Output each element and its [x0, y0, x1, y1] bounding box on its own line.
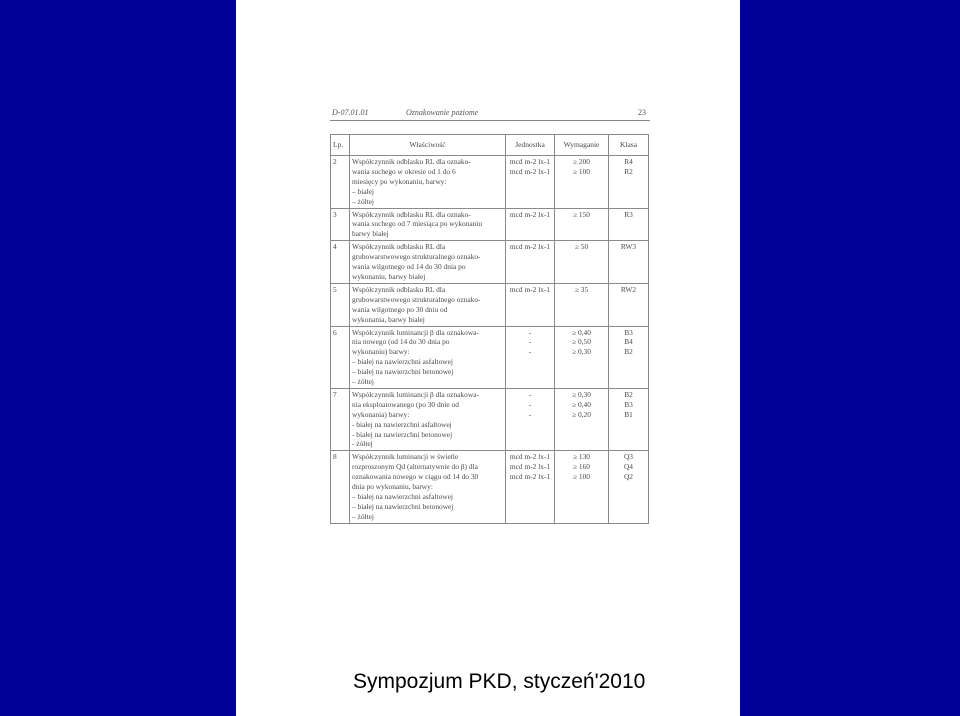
unit-value: mcd m-2 lx-1: [509, 284, 551, 294]
table-row: [331, 283, 649, 326]
property-line: – białej: [352, 186, 374, 196]
cell-unit: [506, 241, 555, 284]
unit-value: mcd m-2 lx-1: [509, 462, 551, 472]
table-row: [331, 156, 649, 209]
property-line: wania suchego w okresie od 1 do 6: [352, 166, 456, 176]
property-line: wania suchego od 7 miesiąca po wykonaniu: [352, 219, 483, 229]
property-line: - białej na nawierzchni asfaltowej: [352, 419, 452, 429]
cell-class: [609, 451, 649, 523]
property-line: nia nowego (od 14 do 30 dnia po: [352, 337, 450, 347]
property-line: wania wilgotnego od 14 do 30 dnia po: [352, 262, 466, 272]
property-line: – białej na nawierzchni betonowej: [352, 367, 454, 377]
cell-unit: [506, 208, 555, 241]
requirement-value: ≥ 0,30: [572, 347, 591, 357]
property-line: - białej na nawierzchni betonowej: [352, 429, 453, 439]
table-row: [331, 241, 649, 284]
unit-value: -: [528, 399, 532, 409]
property-line: grubowarstwowego strukturalnego oznako-: [352, 252, 481, 262]
property-line: - żółtej: [352, 439, 373, 449]
requirement-value: ≥ 160: [573, 462, 590, 472]
cell-requirement: [555, 326, 609, 388]
cell-property: [350, 388, 506, 450]
unit-value: mcd m-2 lx-1: [509, 472, 551, 482]
class-value: R4: [624, 157, 633, 166]
cell-class: [609, 241, 649, 284]
class-value: R2: [624, 166, 633, 176]
property-line: – białej na nawierzchni asfaltowej: [352, 492, 453, 501]
property-line: – białej na nawierzchni asfaltowej: [352, 357, 453, 367]
document-header-title: Oznakowanie poziome: [406, 108, 479, 117]
footer-caption: Sympozjum PKD, styczeń'2010: [353, 670, 646, 693]
cell-unit: [506, 156, 555, 209]
table-row: [331, 388, 649, 450]
class-value: B2: [624, 347, 633, 357]
cell-class: [609, 283, 649, 326]
class-value: RW2: [620, 284, 637, 294]
column-header-lp: Lp.: [331, 135, 350, 156]
requirement-value: ≥ 0,30: [572, 389, 591, 399]
requirement-value: ≥ 50: [574, 242, 589, 252]
column-header-property: Właściwość: [350, 135, 506, 156]
cell-requirement: [555, 208, 609, 241]
unit-value: mcd m-2 lx-1: [509, 452, 551, 462]
cell-property: [350, 208, 506, 241]
property-line: – żółtej: [352, 511, 374, 521]
unit-value: -: [528, 327, 532, 337]
requirement-value: ≥ 0,20: [572, 409, 591, 419]
property-line: – białej na nawierzchni betonowej: [352, 501, 454, 511]
class-value: Q3: [623, 452, 634, 462]
cell-class: [609, 326, 649, 388]
requirement-value: ≥ 0,40: [572, 399, 591, 409]
cell-requirement: [555, 241, 609, 284]
cell-property: [350, 451, 506, 523]
class-value: Q2: [623, 472, 634, 482]
property-line: wykonania) barwy:: [352, 409, 410, 419]
property-line: nia eksploatowanego (po 30 dnie od: [352, 399, 459, 409]
property-line: wykonaniu, barwy białej: [352, 271, 426, 281]
table-row: [331, 326, 649, 388]
property-line: Współczynnik luminancji β dla oznakowa-: [352, 327, 479, 337]
property-line: grubowarstwowego strukturalnego oznako-: [352, 294, 481, 304]
cell-class: [609, 208, 649, 241]
document-header: [330, 104, 650, 121]
column-header-unit: Jednostka: [506, 135, 555, 156]
cell-lp: 8: [331, 451, 350, 523]
right-blue-band: [740, 0, 960, 716]
unit-value: mcd m-2 lx-1: [509, 209, 551, 219]
cell-requirement: [555, 283, 609, 326]
unit-value: -: [528, 337, 532, 347]
property-line: rozproszonym Qd (alternatywnie do β) dla: [352, 462, 478, 472]
cell-requirement: [555, 388, 609, 450]
column-header-class: Klasa: [609, 135, 649, 156]
class-value: RW3: [620, 242, 637, 252]
page-number: 23: [638, 108, 646, 117]
cell-property: [350, 241, 506, 284]
property-line: wykonaniu) barwy:: [352, 347, 410, 357]
property-line: wykonania, barwy białej: [352, 314, 425, 324]
property-line: Współczynnik odblasku RL dla: [352, 242, 446, 252]
requirement-value: ≥ 100: [573, 472, 590, 482]
cell-property: [350, 326, 506, 388]
class-value: B3: [624, 399, 633, 409]
class-value: R3: [624, 209, 633, 219]
property-line: Współczynnik odblasku RL dla: [352, 284, 446, 294]
property-line: Współczynnik odblasku RL dla oznako-: [352, 157, 471, 166]
cell-class: [609, 388, 649, 450]
cell-unit: [506, 326, 555, 388]
unit-value: -: [528, 389, 532, 399]
property-line: Współczynnik odblasku RL dla oznako-: [352, 209, 471, 219]
unit-value: -: [528, 347, 532, 357]
property-line: Współczynnik luminancji w świetle: [352, 452, 459, 462]
unit-value: -: [528, 409, 532, 419]
requirement-value: ≥ 200: [573, 157, 590, 166]
table-body: [331, 156, 649, 524]
column-header-requirement: Wymaganie: [555, 135, 609, 156]
table-row: [331, 208, 649, 241]
document-code: D-07.01.01: [332, 108, 369, 117]
property-line: – żółtej: [352, 377, 374, 387]
cell-unit: [506, 451, 555, 523]
requirement-value: ≥ 130: [573, 452, 590, 462]
left-blue-band: [0, 0, 236, 716]
cell-lp: 2: [331, 156, 350, 209]
class-value: Q4: [623, 462, 634, 472]
cell-requirement: [555, 156, 609, 209]
cell-requirement: [555, 451, 609, 523]
cell-property: [350, 283, 506, 326]
class-value: B4: [624, 337, 633, 347]
cell-lp: 5: [331, 283, 350, 326]
requirements-table: [330, 134, 649, 524]
property-line: Współczynnik luminancji β dla oznakowa-: [352, 389, 479, 399]
cell-unit: [506, 283, 555, 326]
requirement-value: ≥ 0,40: [572, 327, 591, 337]
cell-lp: 3: [331, 208, 350, 241]
property-line: dnia po wykonaniu, barwy:: [352, 482, 433, 492]
scanned-document-page: [330, 104, 650, 528]
property-line: wania wilgotnego po 30 dniu od: [352, 304, 448, 314]
requirement-value: ≥ 100: [573, 166, 590, 176]
class-value: B2: [624, 389, 633, 399]
cell-unit: [506, 388, 555, 450]
property-line: oznakowania nowego w ciągu od 14 do 30: [352, 472, 479, 482]
requirement-value: ≥ 0,50: [572, 337, 591, 347]
cell-lp: 4: [331, 241, 350, 284]
requirement-value: ≥ 35: [574, 284, 589, 294]
cell-lp: 6: [331, 326, 350, 388]
unit-value: mcd m-2 lx-1: [509, 166, 551, 176]
table-header-row: [331, 135, 649, 156]
cell-class: [609, 156, 649, 209]
unit-value: mcd m-2 lx-1: [509, 242, 551, 252]
cell-property: [350, 156, 506, 209]
requirement-value: ≥ 150: [573, 209, 590, 219]
class-value: B1: [624, 409, 633, 419]
unit-value: mcd m-2 lx-1: [509, 157, 551, 166]
table-row: [331, 451, 649, 523]
property-line: barwy białej: [352, 229, 389, 239]
property-line: – żółtej: [352, 196, 374, 206]
property-line: miesięcy po wykonaniu, barwy:: [352, 176, 447, 186]
cell-lp: 7: [331, 388, 350, 450]
class-value: B3: [624, 327, 633, 337]
